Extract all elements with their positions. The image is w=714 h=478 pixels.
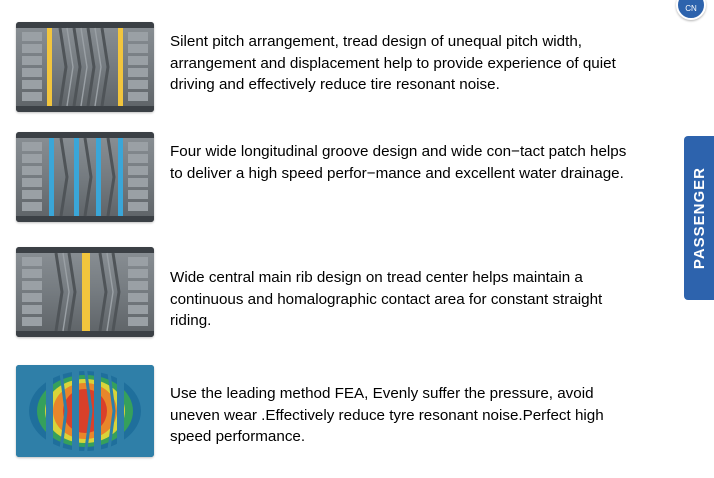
feature-text: Use the leading method FEA, Evenly suffer the pressure, avoid uneven wear .Effectively reduce tyre resonant noise.Perfect high speed performance. [170, 385, 604, 446]
feature-text: Wide central main rib design on tread center helps maintain a continuous and homalographic contact area for constant straight riding. [170, 269, 603, 330]
feature-thumbnail-cell [0, 22, 170, 112]
feature-thumbnail-cell [0, 132, 170, 222]
feature-thumbnail-cell [0, 365, 170, 457]
list-item [0, 22, 684, 112]
side-tab-label: PASSENGER [690, 166, 708, 270]
list-item [0, 132, 684, 222]
feature-text-cell [170, 365, 684, 448]
feature-thumbnail-cell [0, 247, 170, 337]
tyre-tread-silent-pitch-icon [16, 22, 154, 112]
feature-text-cell [170, 247, 684, 332]
tyre-tread-central-rib-icon [16, 247, 154, 337]
feature-text: Silent pitch arrangement, tread design of unequal pitch width, arrangement and displacement help to provide experience of quiet driving and effectively reduce tire resonant noise. [170, 33, 616, 94]
tyre-tread-fea-heatmap-icon [16, 365, 154, 457]
feature-text-cell [170, 22, 684, 96]
list-item [0, 247, 684, 337]
side-tab-passenger[interactable] [684, 136, 714, 300]
feature-text-cell [170, 132, 684, 184]
tyre-tread-four-grooves-icon [16, 132, 154, 222]
feature-text: Four wide longitudinal groove design and wide con−tact patch helps to deliver a high speed perfor−mance and excellent water drainage. [170, 143, 627, 182]
locale-badge-label: CN [685, 4, 697, 13]
list-item [0, 365, 684, 457]
